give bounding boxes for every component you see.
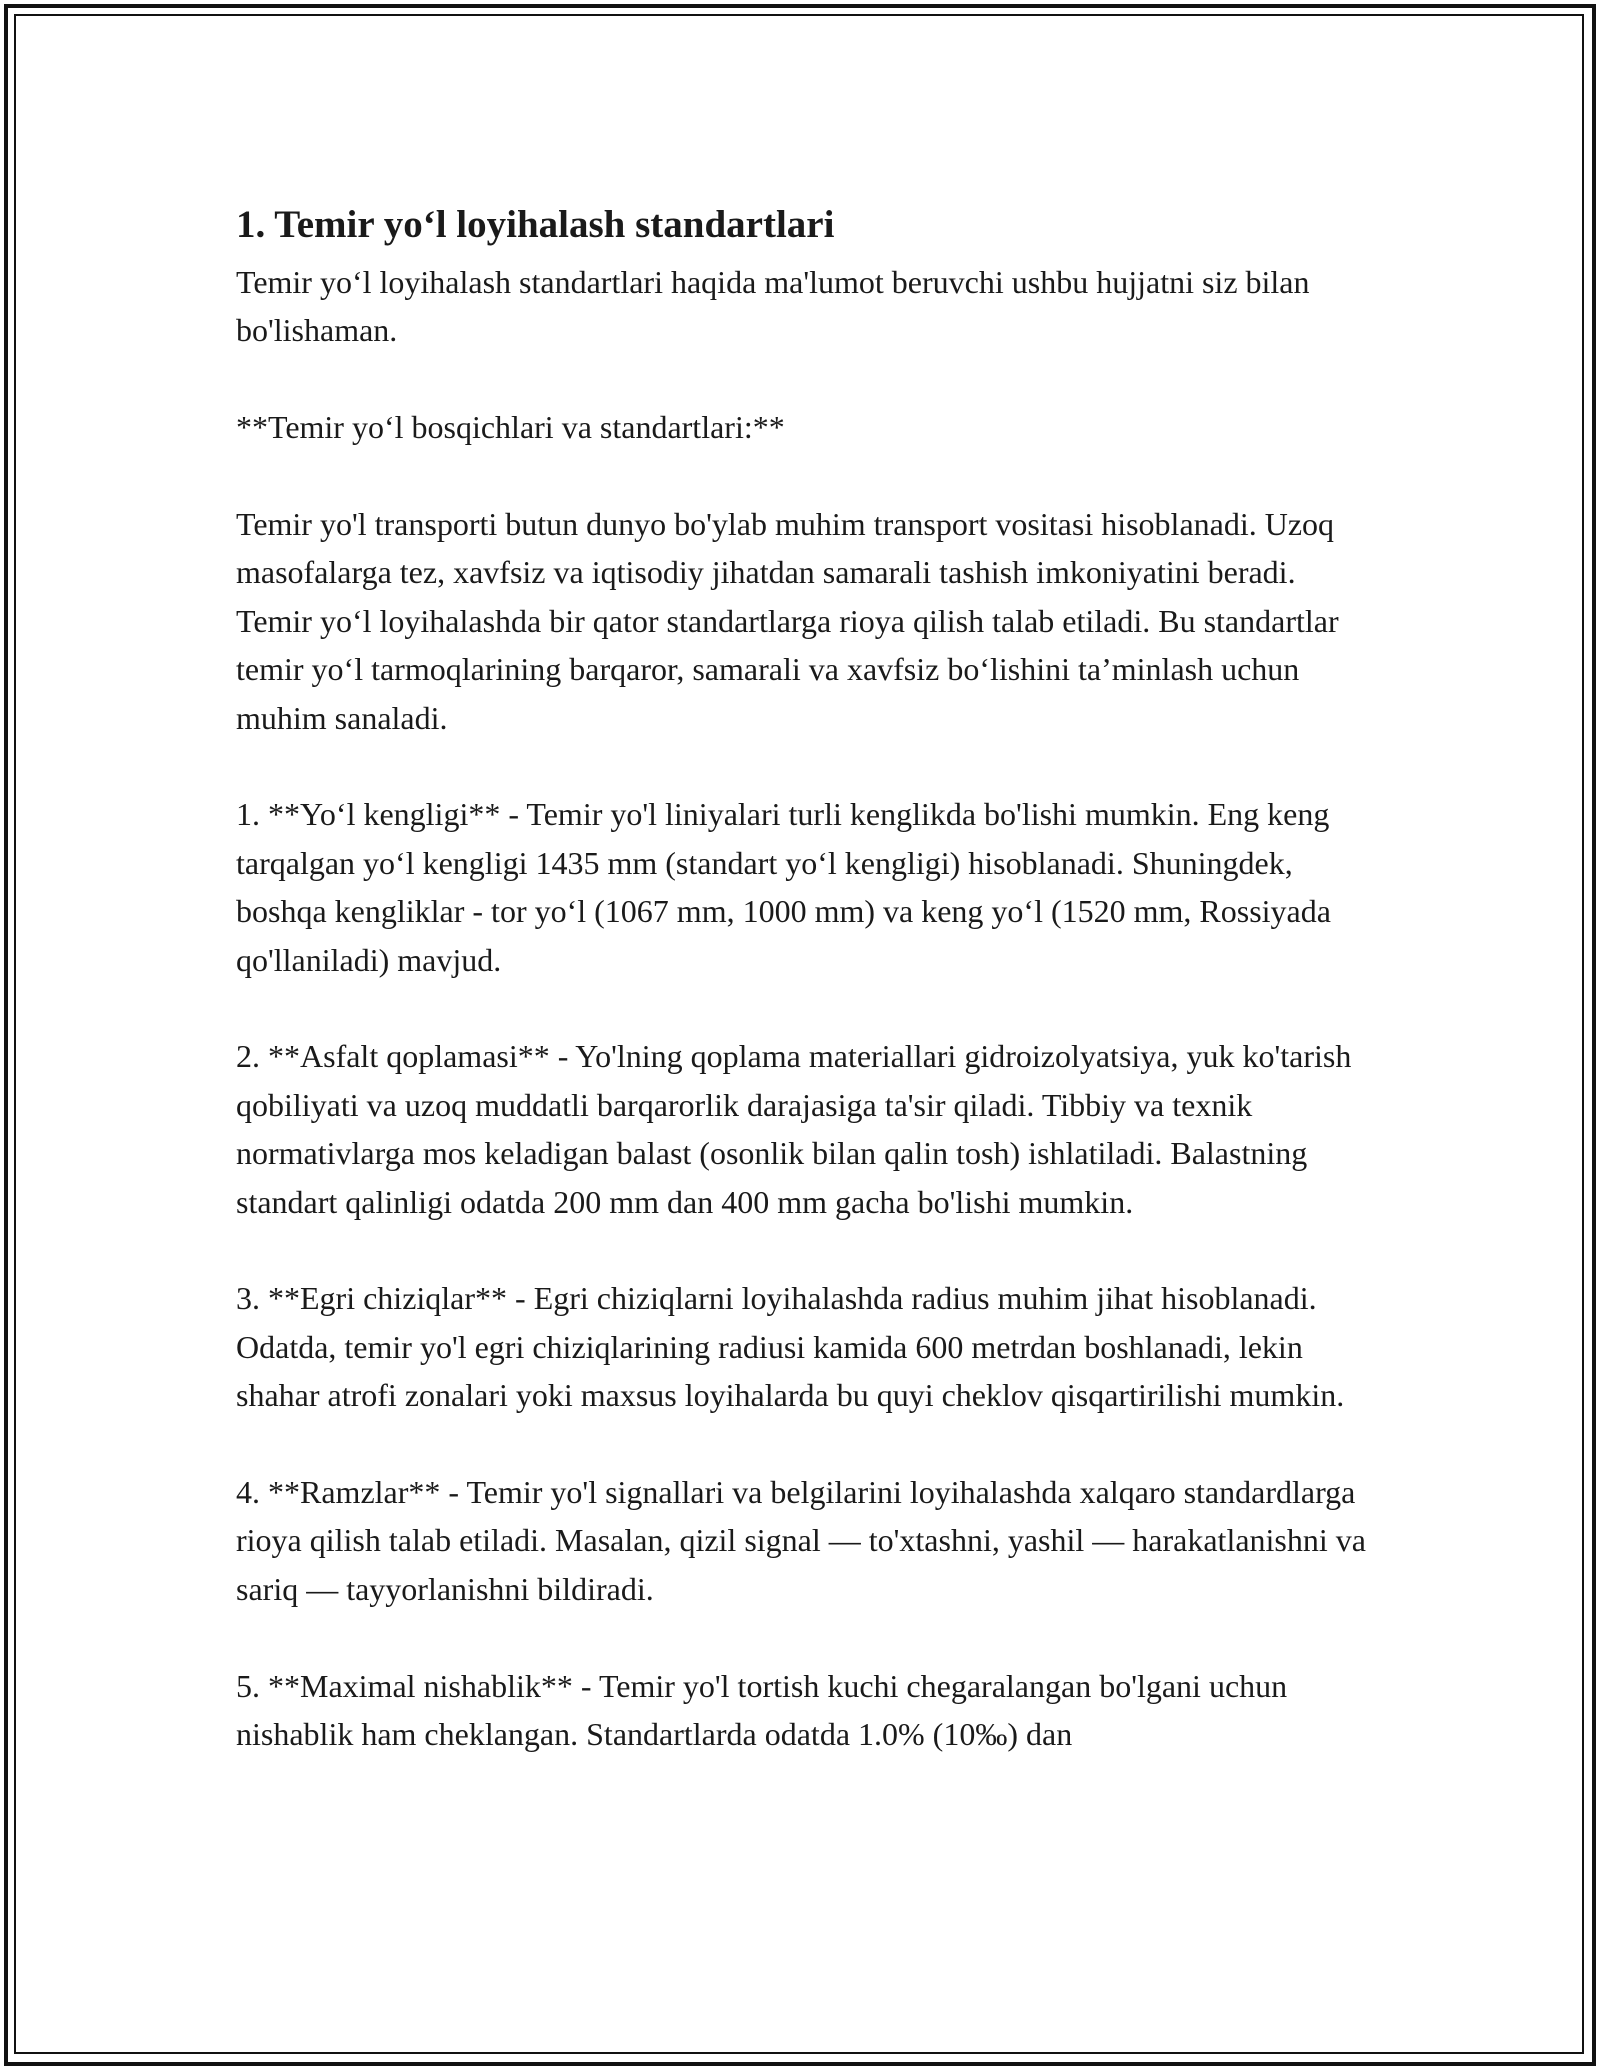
item-track-gauge: 1. **Yo‘l kengligi** - Temir yo'l liniyalari turli kenglikda bo'lishi mumkin. Eng keng tarqalgan yo‘l kengligi 1435 mm (standart yo‘l kengligi) hisoblanadi. Shuningdek, boshqa kengliklar - tor yo‘l (1067 mm, 1000 mm) va keng yo‘l (1520 mm, Rossiyada qo'llaniladi) mavjud. bbox=[236, 796, 1331, 978]
overview-paragraph: Temir yo'l transporti butun dunyo bo'ylab muhim transport vositasi hisoblanadi. Uzoq masofalarga tez, xavfsiz va iqtisodiy jihatdan samarali tashish imkoniyatini beradi. Temir yo‘l loyihalashda bir qator standartlarga rioya qilish talab etiladi. Bu standartlar temir yo‘l tarmoqlarining barqaror, samarali va xavfsiz bo‘lishini ta’minlash uchun muhim sanaladi. bbox=[236, 506, 1339, 736]
item-max-gradient: 5. **Maximal nishablik** - Temir yo'l tortish kuchi chegaralangan bo'lgani uchun nishablik ham cheklangan. Standartlarda odatda 1.0% (10‰) dan bbox=[236, 1667, 1288, 1753]
item-signals: 4. **Ramzlar** - Temir yo'l signallari va belgilarini loyihalashda xalqaro standardlarga rioya qilish talab etiladi. Masalan, qizil signal — to'xtashni, yashil — harakatlanishni va sariq — tayyorlanishni bildiradi. bbox=[236, 1474, 1366, 1607]
item-ballast: 2. **Asfalt qoplamasi** - Yo'lning qoplama materiallari gidroizolyatsiya, yuk ko'tarish qobiliyati va uzoq muddatli barqarorlik darajasiga ta'sir qiladi. Tibbiy va texnik normativlarga mos keladigan balast (osonlik bilan qalin tosh) ishlatiladi. Balastning standart qalinligi odatda 200 mm dan 400 mm gacha bo'lishi mumkin. bbox=[236, 1038, 1352, 1220]
item-curves: 3. **Egri chiziqlar** - Egri chiziqlarni loyihalashda radius muhim jihat hisoblanadi. Odatda, temir yo'l egri chiziqlarining radiusi kamida 600 metrdan boshlanadi, lekin shahar atrofi zonalari yoki maxsus loyihalarda bu quyi cheklov qisqartirilishi mumkin. bbox=[236, 1280, 1345, 1414]
section-subheading: **Temir yo‘l bosqichlari va standartlari:** bbox=[236, 409, 785, 446]
document-body bbox=[236, 180, 1366, 1807]
document-heading: 1. Temir yo‘l loyihalash standartlari bbox=[236, 203, 835, 246]
intro-paragraph: Temir yo‘l loyihalash standartlari haqida ma'lumot beruvchi ushbu hujjatni siz bilan bo'lishaman. bbox=[236, 264, 1310, 349]
